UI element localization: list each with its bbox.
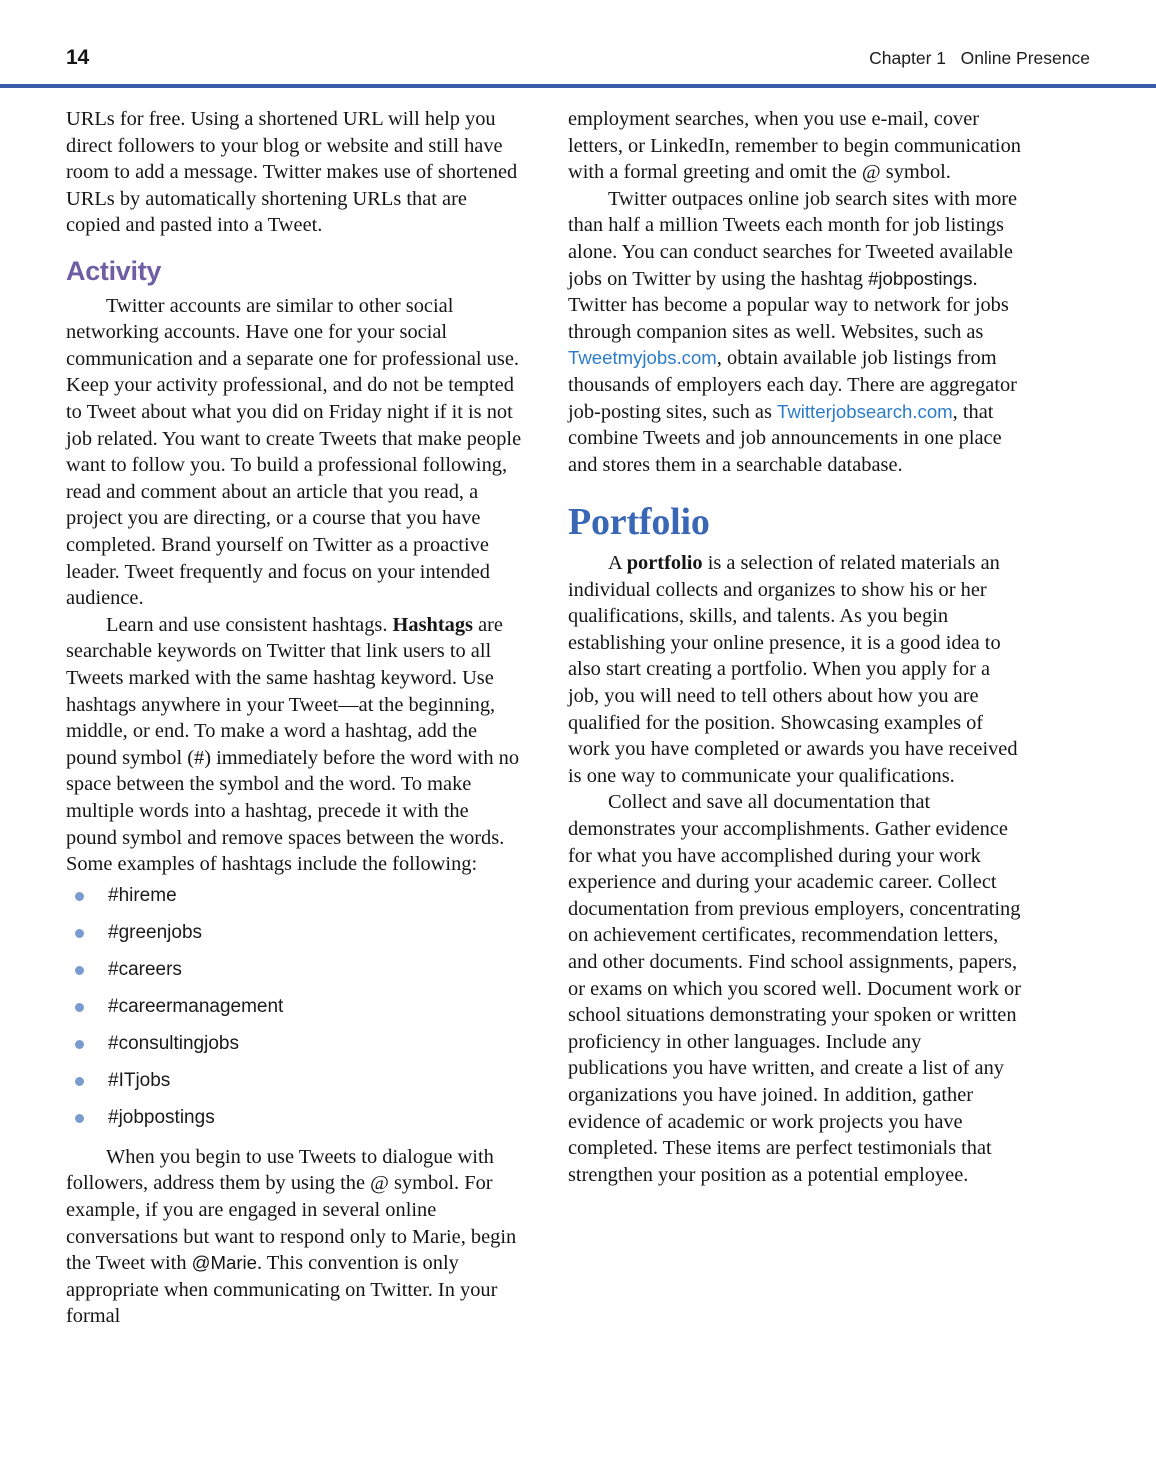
list-item-label: #jobpostings [108, 1106, 215, 1128]
list-item-label: #ITjobs [108, 1069, 171, 1091]
bullet-icon [75, 1040, 84, 1049]
list-item [66, 959, 524, 981]
paragraph-accounts: Twitter accounts are similar to other social networking accounts. Have one for your social communication and a separate one for professional use. Keep your activity professional, and do not be tempted to Tweet about what you did on Friday night if it is not job related. You want to create Tweets that make people want to follow you. To build a professional following, read and comment about an article that you read, a project you are directing, or a course that you have completed. Brand yourself on Twitter as a proactive leader. Tweet frequently and focus on your intended audience. [66, 294, 522, 610]
list-item-label: #greenjobs [108, 921, 203, 943]
list-item [66, 1070, 524, 1092]
list-item [66, 922, 524, 944]
paragraph-collect-documentation: Collect and save all documentation that demonstrates your accomplishments. Gather evidence for what you have accomplished during your work experience and during your academic career. Collect documentation from previous employers, concentrating on achievement certificates, recommendation letters, and other documents. Find school assignments, papers, or exams on which you scored well. Document work or school situations demonstrating your spoken or written proficiency in other languages. Include any publications you have written, and create a list of any organizations you have joined. In addition, gather evidence of academic or work projects you have completed. These items are perfect testimonials that strengthen your position as a potential employee. [568, 791, 1022, 1186]
paragraph-dialogue [66, 1144, 524, 1330]
right-column [568, 106, 1026, 1330]
term-hashtags: Hashtags [392, 613, 473, 636]
bullet-icon [75, 1114, 84, 1123]
paragraph-outpaces [568, 186, 1026, 479]
dialogue-lead-text: When you begin to use Tweets to dialogue with followers, address them by using the @ symbol. For example, if you are engaged in several online conversations but want to respond only to Marie, begin the Tweet with [66, 1145, 517, 1275]
list-item [66, 885, 524, 907]
hashtags-lead-text: Learn and use consistent hashtags. [106, 613, 393, 636]
paragraph-hashtags [66, 612, 524, 878]
bullet-icon [75, 1077, 84, 1086]
heading-activity: Activity [66, 255, 162, 286]
heading-portfolio: Portfolio [568, 501, 710, 544]
hashtags-rest-text: are searchable keywords on Twitter that link users to all Tweets marked with the same hashtag keyword. Use hashtags anywhere in your Tweet—at the beginning, middle, or end. To make a word a hashtag, add the pound symbol (#) immediately before the word with no space between the symbol and the word. To make multiple words into a hashtag, precede it with the pound symbol and remove spaces between the words. Some examples of hashtags include the following: [66, 613, 520, 876]
list-item-label: #careermanagement [108, 995, 284, 1017]
term-portfolio: portfolio [626, 552, 703, 575]
bullet-icon [75, 966, 84, 975]
portfolio-lead-text: A [608, 552, 627, 575]
page-number: 14 [66, 46, 89, 69]
running-head [0, 38, 1156, 78]
paragraph-portfolio-definition [568, 550, 1026, 789]
link-twitterjobsearch[interactable]: Twitterjobsearch.com [777, 400, 953, 422]
header-rule [0, 84, 1156, 88]
link-tweetmyjobs[interactable]: Tweetmyjobs.com [568, 347, 717, 369]
hashtag-jobpostings: #jobpostings [868, 267, 973, 289]
paragraph-employment-continued: employment searches, when you use e-mail, cover letters, or LinkedIn, remember to begin communication with a formal greeting and omit the @ symbol. [568, 108, 1021, 184]
bullet-icon [75, 892, 84, 901]
list-item [66, 1033, 524, 1055]
bullet-icon [75, 1003, 84, 1012]
outpaces-mid-text: . Twitter has become a popular way to network for jobs through companion sites as well. Websites, such as [568, 267, 1009, 343]
twitter-handle-marie: @Marie [191, 1252, 257, 1274]
chapter-title: Chapter 1 Online Presence [869, 47, 1090, 68]
hashtag-example-list [66, 885, 524, 1129]
left-column [66, 106, 524, 1330]
list-item [66, 996, 524, 1018]
outpaces-mid-text-2: , obtain available job listings from thousands of employers each day. There are aggregator job-posting sites, such as [568, 347, 1017, 423]
body-columns [66, 106, 1092, 1330]
outpaces-rest-text: , that combine Tweets and job announcements in one place and stores them in a searchable database. [568, 400, 1002, 476]
outpaces-lead-text: Twitter outpaces online job search sites with more than half a million Tweets each month for job listings alone. You can conduct searches for Tweeted available jobs on Twitter by using the hashtag [568, 187, 1018, 290]
list-item-label: #hireme [108, 884, 177, 906]
portfolio-rest-text: is a selection of related materials an individual collects and organizes to show his or her qualifications, skills, and talents. As you begin establishing your online presence, it is a good idea to also start creating a portfolio. When you apply for a job, you will need to tell others about how you are qualified for the position. Showcasing examples of work you have completed or awards you have received is one way to communicate your qualifications. [568, 552, 1018, 787]
paragraph-urls-continued: URLs for free. Using a shortened URL will help you direct followers to your blog or website and still have room to add a message. Twitter makes use of shortened URLs by automatically shortening URLs that are copied and pasted into a Tweet. [66, 108, 518, 237]
list-item-label: #consultingjobs [108, 1032, 239, 1054]
bullet-icon [75, 929, 84, 938]
list-item [66, 1107, 524, 1129]
dialogue-rest-text: . This convention is only appropriate when communicating on Twitter. In your formal [66, 1252, 498, 1328]
list-item-label: #careers [108, 958, 182, 980]
